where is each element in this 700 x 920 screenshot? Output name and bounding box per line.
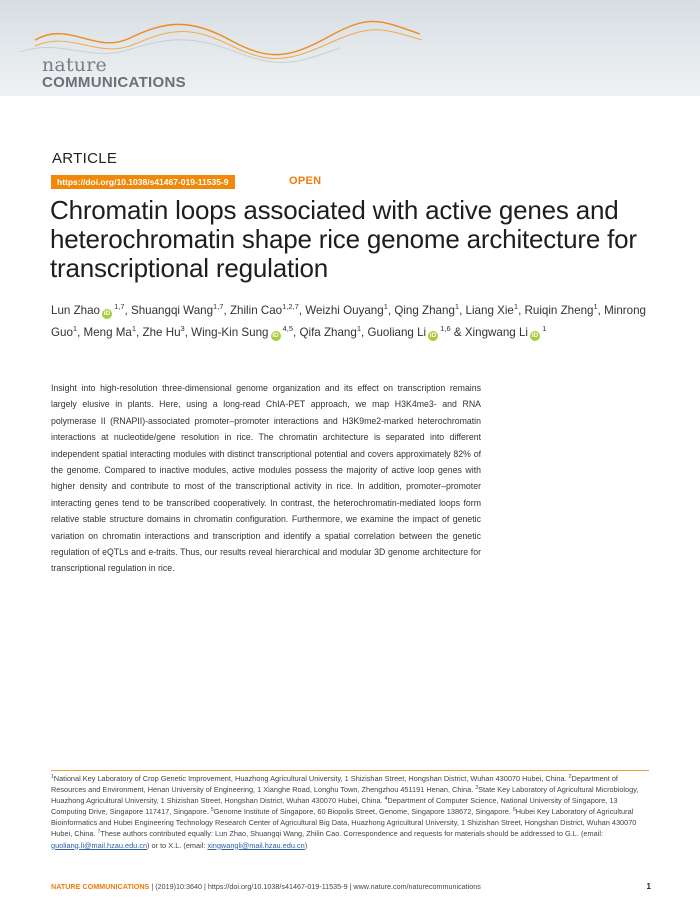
affiliation-text: These authors contributed equally: Lun Zhao, Shuangqi Wang, Zhilin Cao.: [100, 829, 344, 839]
email-link-xl[interactable]: xingwangli@mail.hzau.edu.cn: [207, 840, 305, 850]
logo-communications-text: COMMUNICATIONS: [42, 74, 186, 91]
author-affiliation-marker: 1: [513, 302, 519, 311]
author-affiliation-marker: 3: [180, 324, 185, 333]
open-access-badge: OPEN: [289, 175, 322, 187]
footer-citation: | (2019)10:3640 | https://doi.org/10.1038/s41467-019-11535-9 | www.nature.com/naturecommunications: [149, 882, 481, 891]
affiliation-text: National Key Laboratory of Crop Genetic Improvement, Huazhong Agricultural University, 1 Shizishan Street, Hongshan District, Wuhan 430070 Hubei, China.: [53, 774, 569, 783]
orcid-icon[interactable]: iD: [429, 332, 437, 339]
affiliation-text: Genome Institute of Singapore, 60 Biopolis Street, Genome, Singapore 138672, Singapore.: [213, 807, 513, 817]
author-name[interactable]: Qifa Zhang: [299, 326, 357, 339]
author-name[interactable]: Guoliang Li: [367, 326, 427, 339]
affiliation-number: 6: [512, 807, 516, 814]
journal-logo[interactable]: [42, 56, 186, 91]
author-affiliation-marker: 1: [356, 324, 361, 333]
doi-link[interactable]: https://doi.org/10.1038/s41467-019-11535-9: [51, 175, 235, 189]
author-name[interactable]: Meng Ma: [83, 326, 132, 339]
author-affiliation-marker: 1: [383, 302, 388, 311]
author-affiliation-marker: 1: [72, 324, 78, 333]
affiliation-text: Department of Computer Science, National University of Singapore, 13 Computing Drive, Singapore 117417, Singapore.: [51, 796, 618, 817]
affiliation-text: Department of Resources and Environment, Henan University of Engineering, 1 Xianghe Road, Longhu Town, Zhengzhou 451191 Henan, China.: [51, 774, 618, 795]
author-name[interactable]: Liang Xie: [465, 304, 514, 317]
author-affiliation-marker: 1,7: [112, 302, 125, 311]
author-name[interactable]: Ruiqin Zheng: [524, 304, 594, 317]
affiliation-number: 4: [384, 796, 388, 803]
author-name[interactable]: Zhilin Cao: [229, 304, 283, 317]
author-affiliation-marker: 1: [454, 302, 460, 311]
footnote-divider: [51, 770, 649, 771]
author-affiliation-marker: 1: [131, 324, 137, 333]
email-link-gl[interactable]: guoliang.li@mail.hzau.edu.cn: [51, 840, 148, 850]
page-footer: [51, 882, 651, 891]
author-affiliation-marker: 1: [539, 324, 547, 333]
author-name[interactable]: Qing Zhang: [394, 304, 455, 317]
footer-journal-name: NATURE COMMUNICATIONS: [51, 882, 150, 891]
author-list: Lun Zhao iD $^{1,7}$, Shuangqi Wang$^{1,7}$, Zhilin Cao$^{1,2,7}$, Weizhi Ouyang$^1$, Qing Zhang$^1$, Liang Xie$^1$, Ruiqin Zheng$^1$, Minrong Guo$^1$, Meng Ma$^1$, Zhe Hu$^3$, Wing-Kin Sung iD $^{4,5}$, Qifa Zhang$^1$, Guoliang Li iD $^{1,6}$ & Xingwang Li iD $^1$: [51, 302, 646, 339]
article-title: Chromatin loops associated with active genes and heterochromatin shape rice genome architecture for transcriptional regulation: [50, 195, 637, 283]
article-type-label: ARTICLE: [52, 150, 118, 167]
logo-nature-text: nature: [42, 54, 107, 76]
correspondence-text: Correspondence and requests for materials should be addressed to G.L. (email:: [343, 829, 603, 839]
author-name[interactable]: Lun Zhao: [51, 304, 100, 317]
page-number: 1: [646, 882, 651, 891]
author-affiliation-marker: 1,7: [213, 302, 224, 311]
orcid-icon[interactable]: iD: [272, 332, 279, 339]
author-name[interactable]: Shuangqi Wang: [130, 304, 214, 317]
affiliations-footnotes: $^1$National Key Laboratory of Crop Genetic Improvement, Huazhong Agricultural University, 1 Shizishan Street, Hongshan District, Wuhan 430070 Hubei, China. $^2$Department of Resources and Environment, Henan University of Engineering, 1 Xianghe Road, Longhu Town, Zhengzhou 451191 Henan, China. $^3$State Key Laboratory of Agricultural Microbiology, Huazhong Agricultural University, 1 Shizishan Street, Hongshan District, Wuhan 430070 Hubei, China. $^4$Department of Computer Science, National University of Singapore, 13 Computing Drive, Singapore 117417, Singapore. $^5$Genome Institute of Singapore, 60 Biopolis Street, Genome, Singapore 138672, Singapore. $^6$Hubei Key Laboratory of Agricultural Bioinformatics and Hubei Engineering Technology Research Center of Agricultural Big Data, Huazhong Agricultural University, 1 Shizishan Street, Hongshan District, Wuhan 430070 Hubei, China. $^7$These authors contributed equally: Lun Zhao, Shuangqi Wang, Zhilin Cao. Correspondence and requests for materials should be addressed to G.L. (email: guoliang.li@mail.hzau.edu.cn) or to X.L. (email: xingwangli@mail.hzau.edu.cn): [51, 774, 639, 850]
affiliation-number: 2: [568, 774, 572, 780]
author-name[interactable]: Wing-Kin Sung: [191, 326, 269, 339]
orcid-icon[interactable]: iD: [531, 332, 539, 339]
affiliation-number: 5: [210, 807, 214, 814]
author-affiliation-marker: 1,6: [438, 324, 451, 333]
affiliation-text: State Key Laboratory of Agricultural Microbiology, Huazhong Agricultural University, 1 Shizishan Street, Hongshan District, Wuhan 430070 Hubei, China.: [51, 785, 639, 806]
author-name[interactable]: Zhe Hu: [142, 326, 181, 339]
affiliation-number: 7: [97, 829, 101, 836]
affiliation-number: 3: [475, 785, 479, 792]
affiliation-number: 1: [51, 774, 54, 780]
author-affiliation-marker: 1: [593, 302, 598, 311]
author-affiliation-marker: 1,2,7: [282, 302, 299, 311]
author-name[interactable]: Xingwang Li: [464, 326, 528, 339]
author-name[interactable]: Weizhi Ouyang: [305, 304, 384, 317]
affiliation-text: Hubei Key Laboratory of Agricultural Bioinformatics and Hubei Engineering Technology Research Center of Agricultural Big Data, Huazhong Agricultural University, 1 Shizishan Street, Hongshan District, Wuhan 430070 Hubei, China.: [51, 807, 637, 839]
author-name[interactable]: Minrong Guo: [51, 304, 646, 339]
abstract: Insight into high-resolution three-dimensional genome organization and its effect on transcription remains largely elusive in plants. Here, using a long-read ChIA-PET approach, we map H3K4me3- and RNA polymerase II (RNAPII)-associated promoter–promoter interactions and H3K9me2-marked heterochromatin interactions at nucleotide/gene resolution in rice. The chromatin architecture is separated into different independent spatial interacting modules with distinct transcriptional potential and covers approximately 82% of the genome. Compared to inactive modules, active modules possess the majority of active loop genes with higher density and contribute to most of the transcriptional activity in rice. In addition, promoter–promoter interacting genes tend to be transcribed cooperatively. In contrast, the heterochromatin-mediated loops form relative stable structure domains in chromatin configuration. Furthermore, we examine the impact of genetic variation on chromatin interactions and transcription and identify a spatial correlation between the genetic regulation of eQTLs and e-traits. Thus, our results reveal hierarchical and modular 3D genome architecture for transcriptional regulation in rice.: [51, 383, 481, 574]
journal-masthead: [0, 0, 700, 96]
author-affiliation-marker: 4,5: [280, 324, 294, 333]
orcid-icon[interactable]: iD: [103, 310, 111, 317]
